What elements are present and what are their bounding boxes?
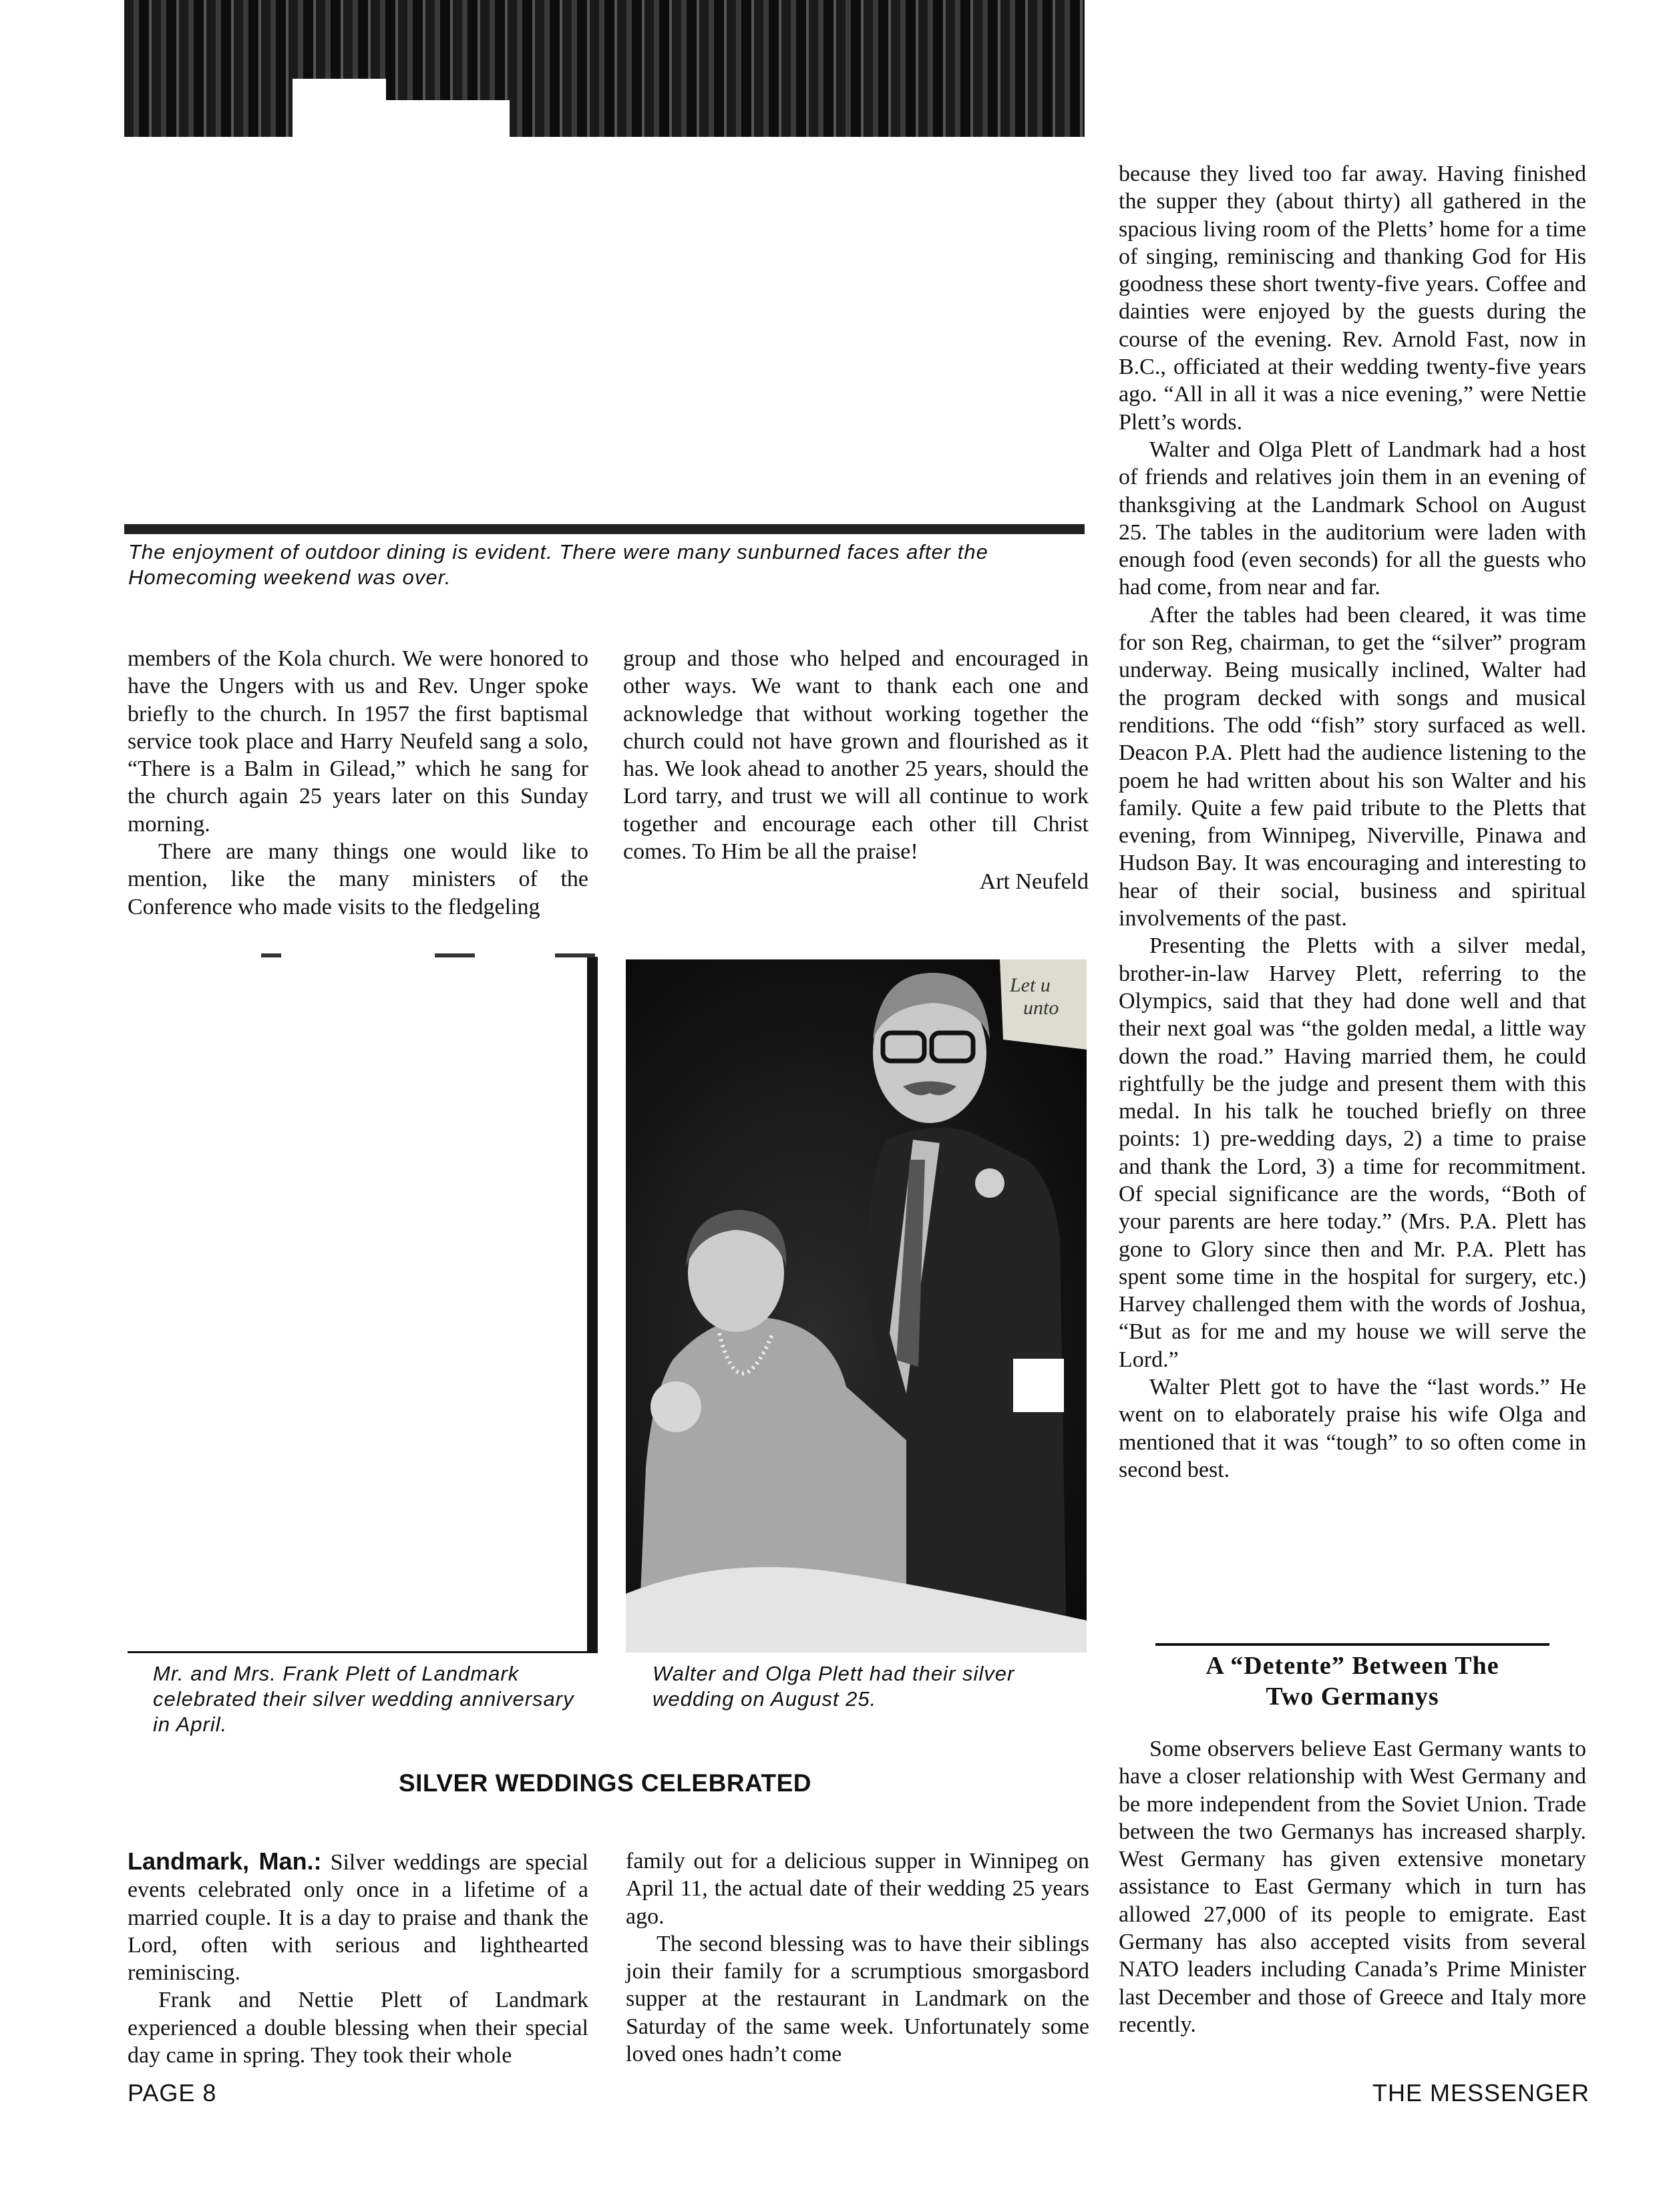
silver-paragraph: The second blessing was to have their siblings join their family for a scrumptious smorgasbord supper at the restaurant in Landmark on the Saturday of the same week. Unfortunately some loved ones hadn’t come xyxy=(626,1931,1089,2067)
silver-column-2 xyxy=(626,1847,1089,2068)
detente-title xyxy=(1119,1650,1586,1712)
silver-paragraph: because they lived too far away. Having finished the supper they (about thirty) all gathered in the spacious living room of the Pletts’ home for a time of singing, reminiscing and thanking God for His goodness these short twenty-five years. Coffee and dainties were enjoyed by the guests during the course of the evening. Rev. Arnold Fast, now in B.C., officiated at their wedding twenty-five years ago. “All in all it was a nice evening,” were Nettie Plett’s words. xyxy=(1119,162,1586,435)
banner-text: Let u xyxy=(1010,974,1051,996)
kola-author: Art Neufeld xyxy=(979,869,1089,895)
left-photo-caption: Mr. and Mrs. Frank Plett of Landmark celebrated their silver wedding anniversary in April. xyxy=(153,1662,574,1736)
walter-olga-photo xyxy=(626,959,1087,1652)
silver-paragraph: Walter and Olga Plett of Landmark had a host of friends and relatives join them in an evening of thanksgiving at the Landmark School on August 25. The tables in the auditorium were laden with enough food (even seconds) for all the guests who had come, from near and far. xyxy=(1119,437,1586,600)
silver-paragraph: family out for a delicious supper in Winnipeg on April 11, the actual date of their wedding 25 years ago. xyxy=(626,1849,1089,1929)
dateline: Landmark, Man.: xyxy=(128,1847,322,1875)
photo-patch xyxy=(1013,1359,1064,1412)
top-photo-caption: The enjoyment of outdoor dining is evident. There were many sunburned faces after the Homecoming weekend was over. xyxy=(128,540,988,589)
silver-paragraph: Presenting the Pletts with a silver medal, brother-in-law Harvey Plett, referring to the Olympics, said that they had done well and that their next goal was “the golden medal, a little way down the road.” Having married them, he could rightfully be the judge and present them with this medal. In his talk he touched briefly on three points: 1) pre-wedding days, 2) a time to praise and thank the Lord, 3) a time for recommitment. Of special significance are the words, “Both of your parents are here today.” (Mrs. P.A. Plett has gone to Glory since then and Mr. P.A. Plett has spent some time in the hospital for surgery, etc.) Harvey challenged them with the words of Joshua, “But as for me and my house we will serve the Lord.” xyxy=(1119,933,1586,1372)
silver-column-3 xyxy=(1119,160,1586,1484)
tree-line xyxy=(124,0,1085,137)
detente-body xyxy=(1119,1735,1586,2038)
sidebar-rule xyxy=(1155,1643,1549,1646)
silver-weddings-headline: SILVER WEDDINGS CELEBRATED xyxy=(398,1769,812,1797)
silver-paragraph: After the tables had been cleared, it was time for son Reg, chairman, to get the “silver” program underway. Being musically inclined, Walter had the program decked with songs and musical renditions. The odd “fish” story surfaced as well. Deacon P.A. Plett had the audience listening to the poem he had written about his son Walter and his family. Quite a few paid tribute to the Pletts that evening, from Winnipeg, Niverville, Pinawa and Hudson Bay. It was encouraging and interesting to hear of their social, business and spiritual involvements of the past. xyxy=(1119,602,1586,931)
silver-paragraph: Frank and Nettie Plett of Landmark experienced a double blessing when their special day came in spring. They took their whole xyxy=(128,1988,588,2068)
kola-paragraph: There are many things one would like to mention, like the many ministers of the Conference who made visits to the fledgeling xyxy=(128,839,588,919)
banner-text: unto xyxy=(1023,997,1059,1019)
silver-paragraph: Silver weddings are special events celebrated only once in a lifetime of a married couple. It is a day to praise and thank the Lord, often with serious and lighthearted reminiscing. xyxy=(128,1850,588,1986)
right-photo-caption: Walter and Olga Plett had their silver wedding on August 25. xyxy=(653,1662,1015,1711)
woman-corsage xyxy=(651,1381,701,1432)
frank-plett-photo xyxy=(128,957,598,1653)
publication-name: THE MESSENGER xyxy=(1372,2079,1590,2107)
kola-column-2 xyxy=(623,645,1089,896)
silver-paragraph: Walter Plett got to have the “last words.” He went on to elaborately praise his wife Olga and mentioned that it was “tough” to so often come in second best. xyxy=(1119,1375,1586,1482)
boutonniere xyxy=(975,1168,1004,1198)
detente-paragraph: Some observers believe East Germany wants to have a closer relationship with West Germany and be more independent from the Soviet Union. Trade between the two Germanys has increased sharply. West Germany has given extensive monetary assistance to East Germany which in turn has allowed 27,000 of its people to emigrate. East Germany has also accepted visits from several NATO leaders including Canada’s Prime Minister last December and those of Greece and Italy more recently. xyxy=(1119,1737,1586,2037)
kola-paragraph: members of the Kola church. We were honored to have the Ungers with us and Rev. Unger spoke briefly to the church. In 1957 the first baptismal service took place and Harry Neufeld sang a solo, “There is a Balm in Gilead,” which he sang for the church again 25 years later on this Sunday morning. xyxy=(128,646,588,837)
kola-paragraph: group and those who helped and encouraged in other ways. We want to thank each one and acknowledge that without working together the church could not have grown and flourished as it has. We look ahead to another 25 years, should the Lord tarry, and trust we will all continue to work together and encourage each other till Christ comes. To Him be all the praise! xyxy=(623,646,1089,865)
detente-title-line: Two Germanys xyxy=(1266,1683,1439,1711)
detente-title-line: A “Detente” Between The xyxy=(1206,1652,1499,1680)
walter-olga-photo-art xyxy=(626,959,1087,1652)
outdoor-dining-photo xyxy=(124,0,1085,534)
kola-column-1 xyxy=(128,645,588,921)
page-number: PAGE 8 xyxy=(128,2079,217,2107)
silver-column-1 xyxy=(128,1847,588,2069)
